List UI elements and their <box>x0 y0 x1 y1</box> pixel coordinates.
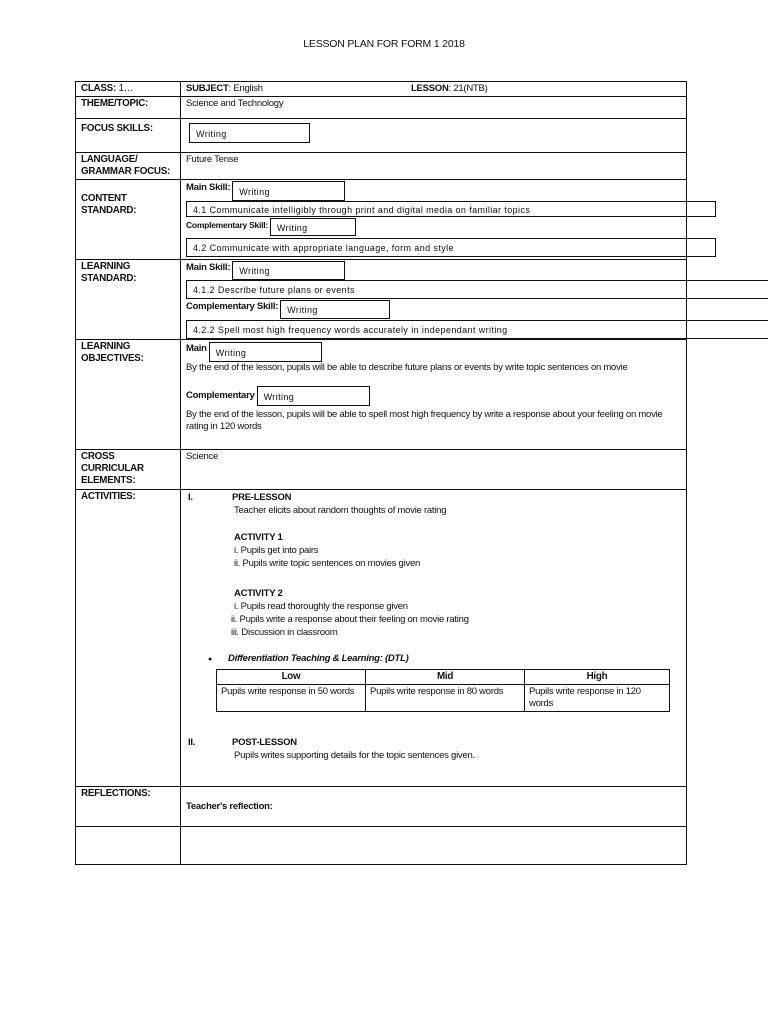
dtl-cell-high: Pupils write response in 120 words <box>525 685 670 712</box>
content-main-desc: 4.1 Communicate intelligibly through print and digital media on familiar topics <box>186 201 716 217</box>
activity1-item-1: i. Pupils get into pairs <box>234 545 319 556</box>
dtl-header-row <box>217 670 670 685</box>
content-comp-skill-label: Complementary Skill: <box>186 220 268 230</box>
theme-label: THEME/TOPIC: <box>76 97 181 119</box>
post-lesson-number: II. <box>188 737 196 748</box>
activity2-item-2: ii. Pupils write a response about their feeling on movie rating <box>231 614 469 625</box>
lesson-value: : 21(NTB) <box>448 83 488 94</box>
cross-label-line1: CROSS <box>81 451 115 462</box>
post-lesson-title: POST-LESSON <box>232 737 297 748</box>
content-comp-desc: 4.2 Communicate with appropriate language, form and style <box>186 238 716 257</box>
content-standard-label <box>76 180 181 260</box>
class-cell <box>76 82 181 97</box>
cross-curricular-row <box>76 450 687 490</box>
dtl-list <box>188 653 686 665</box>
activities-label: ACTIVITIES: <box>76 490 181 787</box>
empty-label-cell <box>76 827 181 865</box>
learning-comp-desc: 4.2.2 Spell most high frequency words accurately in independant writing <box>186 320 768 339</box>
dtl-cell-mid: Pupils write response in 80 words <box>366 685 525 712</box>
objectives-comp-text: By the end of the lesson, pupils will be able to spell most high frequency by write a response about your feeling on movie rating in 120 words <box>186 409 663 432</box>
focus-skill-box: Writing <box>189 123 310 143</box>
teacher-reflection-label: Teacher's reflection: <box>186 801 273 812</box>
focus-label: FOCUS SKILLS: <box>76 119 181 153</box>
subject-label: SUBJECT <box>186 83 229 94</box>
activity1-title: ACTIVITY 1 <box>234 532 283 543</box>
learning-main-desc: 4.1.2 Describe future plans or events <box>186 280 768 299</box>
objectives-label-line2: OBJECTIVES: <box>81 353 144 364</box>
lesson-plan-table <box>75 81 687 865</box>
cross-curricular-label <box>76 450 181 490</box>
dtl-cell-low: Pupils write response in 50 words <box>217 685 366 712</box>
pre-lesson-text: Teacher elicits about random thoughts of movie rating <box>234 505 447 516</box>
grammar-row <box>76 153 687 180</box>
document-title: LESSON PLAN FOR FORM 1 2018 <box>303 38 465 50</box>
learning-standard-label <box>76 260 181 340</box>
objectives-main-text: By the end of the lesson, pupils will be able to describe future plans or events by write topic sentences on movie <box>186 362 628 373</box>
content-standard-label-line1: CONTENT <box>81 193 127 204</box>
objectives-comp-label: Complementary <box>186 390 255 401</box>
dtl-header-high: High <box>525 670 670 685</box>
dtl-header-mid: Mid <box>366 670 525 685</box>
cross-label-line3: ELEMENTS: <box>81 475 136 486</box>
dtl-body-row <box>217 685 670 712</box>
content-main-skill-label: Main Skill: <box>186 182 231 193</box>
content-main-skill-box: Writing <box>232 181 345 201</box>
pre-lesson-title: PRE-LESSON <box>232 492 292 503</box>
subject-value: : English <box>228 83 263 94</box>
objectives-main-label: Main <box>186 343 207 354</box>
grammar-value: Future Tense <box>181 153 687 180</box>
activity1-item-2: ii. Pupils write topic sentences on movies given <box>234 558 421 569</box>
empty-row <box>76 827 687 865</box>
dtl-table <box>216 669 670 712</box>
cross-label-line2: CURRICULAR <box>81 463 144 474</box>
subject-lesson-cell <box>181 82 687 97</box>
header-row <box>76 82 687 97</box>
activity2-title: ACTIVITY 2 <box>234 588 283 599</box>
reflections-label: REFLECTIONS: <box>76 787 181 827</box>
objectives-label <box>76 340 181 450</box>
learning-main-skill-box: Writing <box>232 261 345 280</box>
dtl-title: ● Differentiation Teaching & Learning: (DTL) <box>228 653 686 665</box>
content-standard-row <box>76 180 687 260</box>
lesson-field <box>411 83 488 95</box>
objectives-row <box>76 340 687 450</box>
learning-standard-label-line2: STANDARD: <box>81 273 137 284</box>
pre-lesson-number: I. <box>188 492 193 503</box>
lesson-label: LESSON <box>411 83 449 94</box>
dtl-header-low: Low <box>217 670 366 685</box>
activities-row <box>76 490 687 787</box>
class-value: 1… <box>115 83 134 94</box>
reflections-row <box>76 787 687 827</box>
learning-comp-skill-label: Complementary Skill: <box>186 301 279 312</box>
theme-row <box>76 97 687 119</box>
grammar-label <box>76 153 181 180</box>
objectives-main-box: Writing <box>209 342 322 362</box>
activity2-item-1: i. Pupils read thoroughly the response given <box>234 601 408 612</box>
post-lesson-text: Pupils writes supporting details for the topic sentences given. <box>234 750 475 761</box>
objectives-label-line1: LEARNING <box>81 341 131 352</box>
empty-value-cell[interactable] <box>181 827 687 865</box>
content-standard-label-line2: STANDARD: <box>81 205 137 216</box>
objectives-comp-box: Writing <box>257 386 370 406</box>
learning-comp-skill-box: Writing <box>280 300 390 319</box>
learning-standard-label-line1: LEARNING <box>81 261 131 272</box>
class-label: CLASS: <box>81 83 116 94</box>
focus-row <box>76 119 687 153</box>
learning-main-skill-label: Main Skill: <box>186 262 231 273</box>
content-comp-skill-box: Writing <box>270 218 356 236</box>
cross-curricular-value: Science <box>181 450 687 490</box>
grammar-label-line2: GRAMMAR FOCUS: <box>81 166 171 177</box>
theme-value: Science and Technology <box>181 97 687 119</box>
learning-standard-row <box>76 260 687 340</box>
grammar-label-line1: LANGUAGE/ <box>81 154 138 165</box>
activity2-item-3: iii. Discussion in classroom <box>231 627 338 638</box>
